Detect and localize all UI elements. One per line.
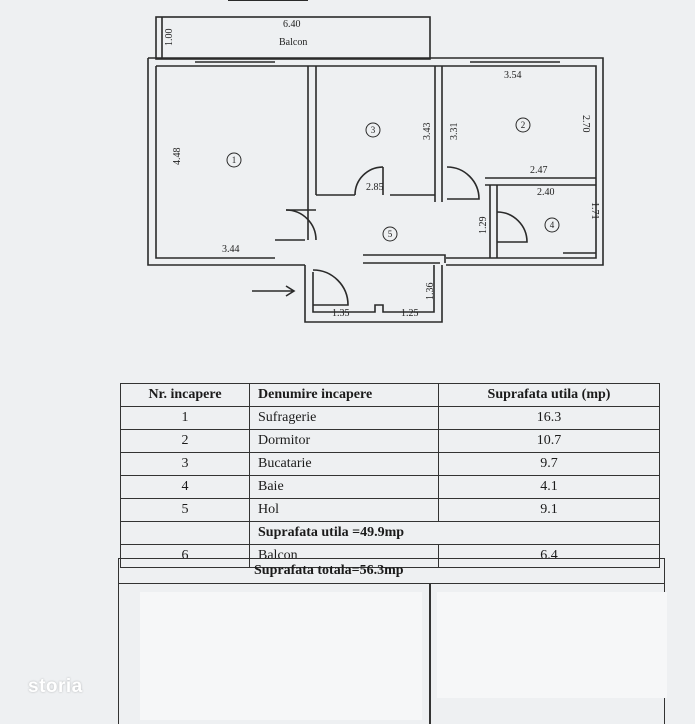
row-nr: 1 [121, 407, 250, 429]
row-name: Hol [250, 499, 439, 521]
row-nr: 2 [121, 430, 250, 452]
dim-room2-height-right: 2.70 [580, 115, 591, 133]
dim-room1-height: 4.48 [172, 147, 183, 165]
row-name: Dormitor [250, 430, 439, 452]
table-row [120, 453, 660, 476]
row-name: Sufragerie [250, 407, 439, 429]
row-name: Bucatarie [250, 453, 439, 475]
row-nr: 5 [121, 499, 250, 521]
dim-balcony-width: 6.40 [283, 19, 301, 30]
room-number-4: 4 [549, 220, 555, 230]
room-number-5: 5 [387, 229, 393, 239]
row-nr: 6 [121, 545, 250, 567]
row-nr: 4 [121, 476, 250, 498]
row-area: 9.7 [540, 456, 558, 471]
row-area: 6.4 [540, 548, 558, 563]
row-name: Balcon [250, 545, 439, 567]
room-number-2: 2 [520, 120, 526, 130]
header-area: Suprafata utila (mp) [487, 387, 611, 402]
dim-room3-width: 2.85 [366, 182, 384, 193]
dim-room4-height-right: 1.71 [589, 202, 600, 220]
header-nr: Nr. incapere [121, 384, 250, 406]
dim-room3-height: 3.43 [422, 122, 433, 140]
useful-total-row [120, 522, 660, 545]
row-area: 4.1 [540, 479, 558, 494]
table-divider [429, 584, 431, 724]
dim-room4-height-left: 1.29 [478, 216, 489, 234]
row-area: 10.7 [536, 433, 562, 448]
room-number-1: 1 [231, 155, 237, 165]
useful-total-text: Suprafata utila =49.9mp [258, 525, 405, 540]
row-area: 16.3 [536, 410, 562, 425]
dim-entry-left: 1.35 [332, 308, 350, 319]
dim-room2-height-left: 3.31 [449, 122, 460, 140]
dim-room1-width: 3.44 [222, 244, 240, 255]
area-table [120, 383, 660, 568]
useful-total-blank [498, 522, 659, 544]
dim-entry-depth: 1.36 [425, 282, 436, 300]
table-row [120, 499, 660, 522]
grand-total-text: Suprafata totala=56.3mp [254, 563, 404, 578]
balcony-label: Balcon [279, 37, 308, 48]
table-row [120, 407, 660, 430]
row-area: 9.1 [540, 502, 558, 517]
dim-balcony-depth: 1.00 [164, 28, 175, 46]
dim-room2-width: 3.54 [504, 70, 522, 81]
table-row [120, 430, 660, 453]
dim-room4-width: 2.40 [537, 187, 555, 198]
storia-logo: storia [28, 676, 83, 697]
room-number-3: 3 [370, 125, 376, 135]
dim-room2-bottom: 2.47 [530, 165, 548, 176]
useful-total-spacer [121, 522, 250, 544]
table-header [120, 383, 660, 407]
grand-total-row [118, 558, 665, 584]
header-name: Denumire incapere [250, 384, 439, 406]
row-nr: 3 [121, 453, 250, 475]
redacted-block-left [140, 592, 422, 720]
redacted-block-right [437, 592, 667, 698]
table-row [120, 476, 660, 499]
row-name: Baie [250, 476, 439, 498]
dim-entry-right: 1.25 [401, 308, 419, 319]
